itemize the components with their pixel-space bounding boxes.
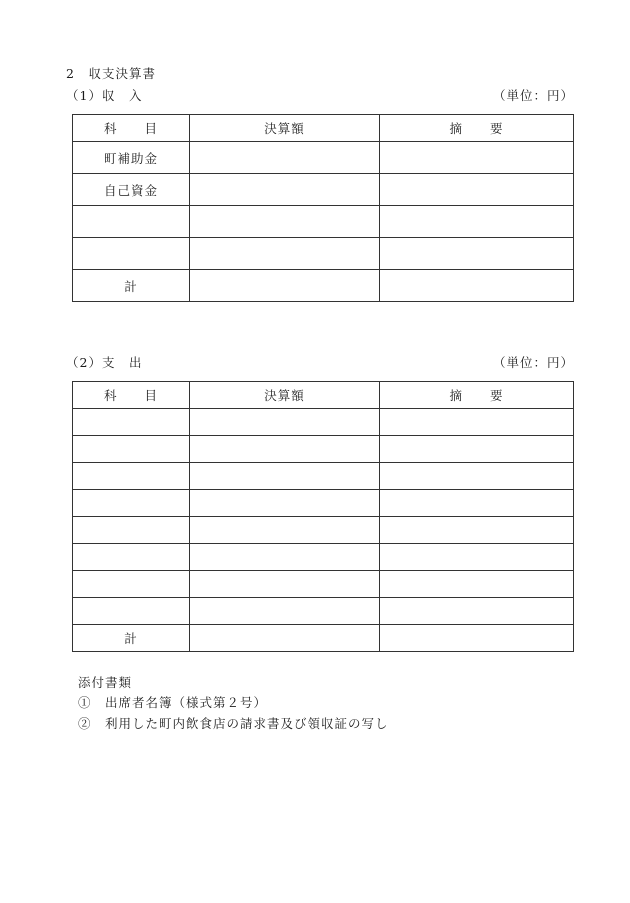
- total-label: 計: [73, 625, 190, 652]
- table-header-row: [73, 382, 574, 409]
- amount-cell[interactable]: [190, 409, 380, 436]
- expense-unit: （単位：円）: [492, 355, 574, 370]
- header-amount: 決算額: [190, 382, 380, 409]
- header-summary: 摘 要: [380, 115, 574, 142]
- header-amount: 決算額: [190, 115, 380, 142]
- table-row: [73, 571, 574, 598]
- summary-cell[interactable]: [380, 544, 574, 571]
- table-row: [73, 463, 574, 490]
- item-cell[interactable]: [73, 598, 190, 625]
- total-amount-cell[interactable]: [190, 625, 380, 652]
- table-header-row: [73, 115, 574, 142]
- total-label: 計: [73, 270, 190, 302]
- total-row: [73, 625, 574, 652]
- amount-cell[interactable]: [190, 571, 380, 598]
- item-cell: 町補助金: [73, 142, 190, 174]
- summary-cell[interactable]: [380, 238, 574, 270]
- table-row: [73, 142, 574, 174]
- amount-cell[interactable]: [190, 490, 380, 517]
- attachment-item-roster: ① 出席者名簿（様式第２号）: [78, 695, 268, 710]
- total-summary-cell[interactable]: [380, 270, 574, 302]
- header-item: 科 目: [73, 115, 190, 142]
- item-cell[interactable]: [73, 544, 190, 571]
- summary-cell[interactable]: [380, 436, 574, 463]
- table-row: [73, 517, 574, 544]
- expense-heading: （2）支 出: [66, 355, 143, 370]
- amount-cell[interactable]: [190, 544, 380, 571]
- amount-cell[interactable]: [190, 598, 380, 625]
- item-cell[interactable]: [73, 409, 190, 436]
- summary-cell[interactable]: [380, 142, 574, 174]
- table-row: [73, 598, 574, 625]
- amount-cell[interactable]: [190, 517, 380, 544]
- table-row: [73, 238, 574, 270]
- item-cell[interactable]: [73, 571, 190, 598]
- item-cell[interactable]: [73, 517, 190, 544]
- summary-cell[interactable]: [380, 490, 574, 517]
- item-cell[interactable]: [73, 490, 190, 517]
- total-summary-cell[interactable]: [380, 625, 574, 652]
- amount-cell[interactable]: [190, 463, 380, 490]
- table-row: [73, 490, 574, 517]
- item-cell[interactable]: [73, 463, 190, 490]
- summary-cell[interactable]: [380, 598, 574, 625]
- summary-cell[interactable]: [380, 206, 574, 238]
- amount-cell[interactable]: [190, 174, 380, 206]
- total-row: [73, 270, 574, 302]
- attachment-item-receipts: ② 利用した町内飲食店の請求書及び領収証の写し: [78, 716, 389, 731]
- section-title: 2 収支決算書: [66, 66, 156, 81]
- table-row: [73, 174, 574, 206]
- table-row: [73, 544, 574, 571]
- item-cell[interactable]: [73, 436, 190, 463]
- header-item: 科 目: [73, 382, 190, 409]
- amount-cell[interactable]: [190, 238, 380, 270]
- summary-cell[interactable]: [380, 517, 574, 544]
- summary-cell[interactable]: [380, 174, 574, 206]
- expense-table: [72, 381, 574, 652]
- amount-cell[interactable]: [190, 206, 380, 238]
- income-unit: （単位：円）: [492, 88, 574, 103]
- header-summary: 摘 要: [380, 382, 574, 409]
- amount-cell[interactable]: [190, 436, 380, 463]
- summary-cell[interactable]: [380, 571, 574, 598]
- table-row: [73, 409, 574, 436]
- income-heading: （1）収 入: [66, 88, 143, 103]
- attachments-title: 添付書類: [78, 675, 133, 690]
- table-row: [73, 436, 574, 463]
- income-table: [72, 114, 574, 302]
- summary-cell[interactable]: [380, 463, 574, 490]
- item-cell: 自己資金: [73, 174, 190, 206]
- item-cell[interactable]: [73, 206, 190, 238]
- table-row: [73, 206, 574, 238]
- amount-cell[interactable]: [190, 142, 380, 174]
- summary-cell[interactable]: [380, 409, 574, 436]
- item-cell[interactable]: [73, 238, 190, 270]
- total-amount-cell[interactable]: [190, 270, 380, 302]
